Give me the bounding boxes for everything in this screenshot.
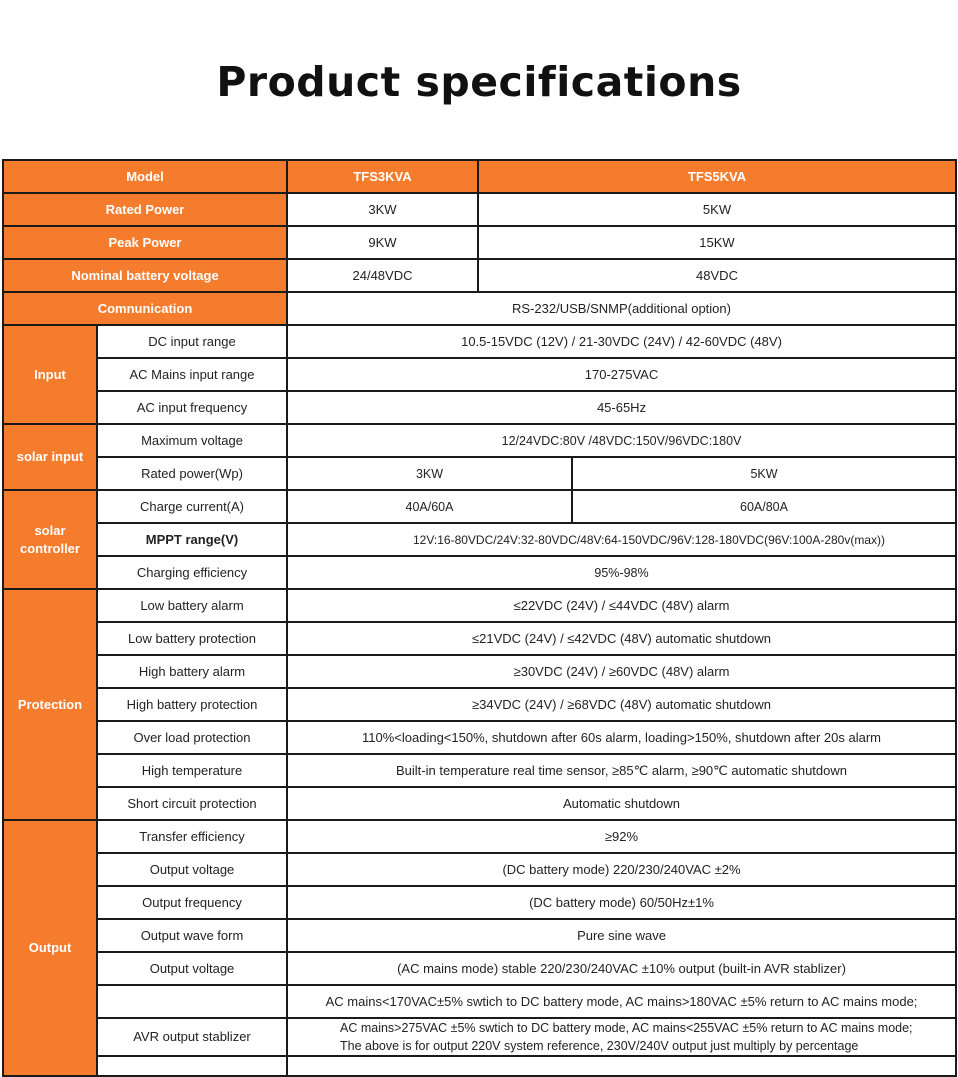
- row-label: Comnunication: [3, 292, 287, 325]
- table-row: [3, 193, 956, 226]
- row-label: Low battery alarm: [97, 589, 287, 622]
- cell-value: RS-232/USB/SNMP(additional option): [287, 292, 956, 325]
- row-label: Output voltage: [97, 853, 287, 886]
- table-row: [3, 985, 956, 1018]
- group-label-protection: Protection: [3, 589, 97, 820]
- table-row: [3, 325, 956, 358]
- table-row: [3, 424, 956, 457]
- cell-value: 170-275VAC: [287, 358, 956, 391]
- table-row: [3, 589, 956, 622]
- model-col-tfs5kva: TFS5KVA: [478, 160, 956, 193]
- table-row: [3, 820, 956, 853]
- table-row: [3, 1018, 956, 1056]
- cell-value: (DC battery mode) 220/230/240VAC ±2%: [287, 853, 956, 886]
- cell-value: ≤21VDC (24V) / ≤42VDC (48V) automatic shutdown: [287, 622, 956, 655]
- row-label: AC input frequency: [97, 391, 287, 424]
- table-row: [3, 754, 956, 787]
- row-label: Output wave form: [97, 919, 287, 952]
- cell-value: Automatic shutdown: [287, 787, 956, 820]
- cell-value: 40A/60A: [287, 490, 572, 523]
- row-label: Output frequency: [97, 886, 287, 919]
- table-row: [3, 358, 956, 391]
- table-row: [3, 457, 956, 490]
- row-label: Transfer efficiency: [97, 820, 287, 853]
- cell-value: 12V:16-80VDC/24V:32-80VDC/48V:64-150VDC/96V:128-180VDC(96V:100A-280v(max)): [287, 523, 956, 556]
- row-label: Peak Power: [3, 226, 287, 259]
- table-row: [3, 655, 956, 688]
- table-row: [3, 391, 956, 424]
- spec-table: [2, 159, 957, 1077]
- table-header-row: [3, 160, 956, 193]
- table-row: [3, 721, 956, 754]
- table-row: [3, 787, 956, 820]
- table-row: [3, 292, 956, 325]
- table-row: [3, 952, 956, 985]
- table-row: [3, 886, 956, 919]
- cell-value: (DC battery mode) 60/50Hz±1%: [287, 886, 956, 919]
- group-label-solar-input: solar input: [3, 424, 97, 490]
- row-label-empty: [97, 985, 287, 1018]
- row-label: Charge current(A): [97, 490, 287, 523]
- model-col-tfs3kva: TFS3KVA: [287, 160, 478, 193]
- row-label: High battery protection: [97, 688, 287, 721]
- row-label: AVR output stablizer: [97, 1018, 287, 1056]
- cell-value: 10.5-15VDC (12V) / 21-30VDC (24V) / 42-60VDC (48V): [287, 325, 956, 358]
- cell-value: AC mains>275VAC ±5% swtich to DC battery mode, AC mains<255VAC ±5% return to AC mains mode; The above is for output 220V system reference, 230V/240V output just multiply by percentage: [287, 1018, 956, 1056]
- row-label: Maximum voltage: [97, 424, 287, 457]
- row-label: Low battery protection: [97, 622, 287, 655]
- row-label: Charging efficiency: [97, 556, 287, 589]
- cell-value: AC mains<170VAC±5% swtich to DC battery mode, AC mains>180VAC ±5% return to AC mains mode;: [287, 985, 956, 1018]
- group-label-input: Input: [3, 325, 97, 424]
- table-row: [3, 1056, 956, 1076]
- row-label: High battery alarm: [97, 655, 287, 688]
- cell-value: 45-65Hz: [287, 391, 956, 424]
- cell-value: 15KW: [478, 226, 956, 259]
- cell-value: 60A/80A: [572, 490, 956, 523]
- row-label: Output voltage: [97, 952, 287, 985]
- row-label: High temperature: [97, 754, 287, 787]
- table-row: [3, 688, 956, 721]
- model-label: Model: [3, 160, 287, 193]
- cell-value: ≥34VDC (24V) / ≥68VDC (48V) automatic shutdown: [287, 688, 956, 721]
- row-label: DC input range: [97, 325, 287, 358]
- table-row: [3, 622, 956, 655]
- table-row: [3, 523, 956, 556]
- cell-value: 95%-98%: [287, 556, 956, 589]
- table-row: [3, 853, 956, 886]
- cell-value-empty: [287, 1056, 956, 1076]
- cell-value: ≥30VDC (24V) / ≥60VDC (48V) alarm: [287, 655, 956, 688]
- table-row: [3, 259, 956, 292]
- table-row: [3, 919, 956, 952]
- cell-value: 24/48VDC: [287, 259, 478, 292]
- row-label: Rated Power: [3, 193, 287, 226]
- row-label-empty: [97, 1056, 287, 1076]
- group-label-solar-controller: solar controller: [3, 490, 97, 589]
- cell-value: 5KW: [572, 457, 956, 490]
- page-title: Product specifications: [216, 58, 742, 106]
- cell-value: Pure sine wave: [287, 919, 956, 952]
- row-label: Short circuit protection: [97, 787, 287, 820]
- group-label-output: Output: [3, 820, 97, 1076]
- cell-value: ≤22VDC (24V) / ≤44VDC (48V) alarm: [287, 589, 956, 622]
- row-label: AC Mains input range: [97, 358, 287, 391]
- row-label: Rated power(Wp): [97, 457, 287, 490]
- cell-value: 3KW: [287, 457, 572, 490]
- cell-value: 9KW: [287, 226, 478, 259]
- table-row: [3, 556, 956, 589]
- cell-value: 110%<loading<150%, shutdown after 60s alarm, loading>150%, shutdown after 20s alarm: [287, 721, 956, 754]
- cell-value: Built-in temperature real time sensor, ≥85℃ alarm, ≥90℃ automatic shutdown: [287, 754, 956, 787]
- row-label: Over load protection: [97, 721, 287, 754]
- table-row: [3, 226, 956, 259]
- cell-value: 5KW: [478, 193, 956, 226]
- table-row: [3, 490, 956, 523]
- row-label: Nominal battery voltage: [3, 259, 287, 292]
- cell-value: 48VDC: [478, 259, 956, 292]
- cell-value: ≥92%: [287, 820, 956, 853]
- row-label-mppt: MPPT range(V): [97, 523, 287, 556]
- cell-value: 3KW: [287, 193, 478, 226]
- cell-value: 12/24VDC:80V /48VDC:150V/96VDC:180V: [287, 424, 956, 457]
- cell-value: (AC mains mode) stable 220/230/240VAC ±10% output (built-in AVR stablizer): [287, 952, 956, 985]
